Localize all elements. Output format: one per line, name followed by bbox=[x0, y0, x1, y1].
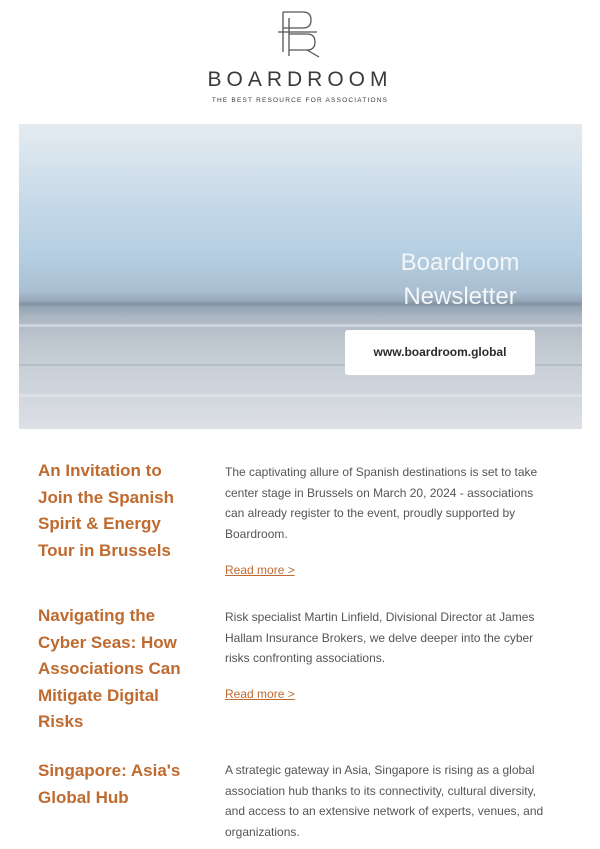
article-summary: Risk specialist Martin Linfield, Divisional Director at James Hallam Insurance Brokers, we delve deeper into the cyber risks confronting associations. bbox=[225, 610, 535, 665]
brand-tagline: THE BEST RESOURCE FOR ASSOCIATIONS bbox=[211, 97, 389, 104]
boardroom-logo-icon bbox=[277, 10, 323, 58]
article-summary: The captivating allure of Spanish destinations is set to take center stage in Brussels on March 20, 2024 - associations can already register to the event, proudly supported by Boardroom. bbox=[225, 465, 538, 541]
hero-title-line1: Boardroom bbox=[400, 249, 520, 276]
website-link-button[interactable]: www.boardroom.global bbox=[345, 330, 535, 375]
sea-streak bbox=[19, 324, 582, 327]
article-title[interactable]: An Invitation to Join the Spanish Spirit & Energy Tour in Brussels bbox=[38, 461, 175, 560]
hero-title bbox=[365, 246, 555, 314]
newsletter-header bbox=[0, 0, 600, 124]
read-more-link[interactable]: Read more > bbox=[225, 563, 295, 577]
read-more-link[interactable]: Read more > bbox=[225, 687, 295, 701]
sea-streak bbox=[19, 394, 582, 397]
hero-title-line2: Newsletter bbox=[403, 283, 517, 310]
hero-banner bbox=[19, 124, 582, 429]
brand-name: BOARDROOM bbox=[207, 68, 393, 91]
article-summary: A strategic gateway in Asia, Singapore is rising as a global association hub thanks to its connectivity, cultural diversity, and access to an extensive network of experts, venues, and organizations. bbox=[225, 763, 544, 839]
article-title[interactable]: Navigating the Cyber Seas: How Associations Can Mitigate Digital Risks bbox=[38, 606, 181, 731]
article-title[interactable]: Singapore: Asia's Global Hub bbox=[38, 761, 181, 807]
